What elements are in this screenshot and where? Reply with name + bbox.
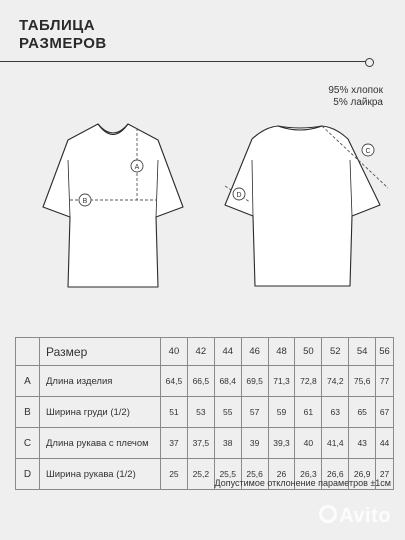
value-cell: 26 <box>268 459 295 490</box>
size-header-cell: 50 <box>295 338 322 366</box>
value-cell: 55 <box>214 397 241 428</box>
value-cell: 77 <box>376 366 394 397</box>
size-header-cell: 52 <box>322 338 349 366</box>
value-cell: 61 <box>295 397 322 428</box>
title-line-2: РАЗМЕРОВ <box>19 35 107 52</box>
marker-b <box>79 194 91 206</box>
value-cell: 27 <box>376 459 394 490</box>
size-table-header-row <box>16 338 394 366</box>
value-cell: 71,3 <box>268 366 295 397</box>
value-cell: 64,5 <box>161 366 188 397</box>
value-cell: 44 <box>376 428 394 459</box>
row-name: Ширина рукава (1/2) <box>40 459 161 490</box>
table-row <box>16 397 394 428</box>
value-cell: 26,6 <box>322 459 349 490</box>
value-cell: 72,8 <box>295 366 322 397</box>
row-letter: B <box>16 397 40 428</box>
value-cell: 25,5 <box>214 459 241 490</box>
table-row <box>16 366 394 397</box>
size-header-cell: 48 <box>268 338 295 366</box>
value-cell: 53 <box>187 397 214 428</box>
size-header-cell: 46 <box>241 338 268 366</box>
value-cell: 37,5 <box>187 428 214 459</box>
value-cell: 38 <box>214 428 241 459</box>
value-cell: 25 <box>161 459 188 490</box>
size-header-cell: 44 <box>214 338 241 366</box>
size-header-cell: 40 <box>161 338 188 366</box>
header-label: Размер <box>40 338 161 366</box>
value-cell: 69,5 <box>241 366 268 397</box>
marker-d-label: D <box>236 192 242 199</box>
marker-b-label: B <box>82 198 88 205</box>
size-header-cell: 42 <box>187 338 214 366</box>
value-cell: 67 <box>376 397 394 428</box>
row-name: Длина изделия <box>40 366 161 397</box>
value-cell: 65 <box>349 397 376 428</box>
row-name: Ширина груди (1/2) <box>40 397 161 428</box>
value-cell: 41,4 <box>322 428 349 459</box>
value-cell: 37 <box>161 428 188 459</box>
watermark <box>319 505 391 528</box>
row-letter: D <box>16 459 40 490</box>
value-cell: 63 <box>322 397 349 428</box>
fabric-line-1: 95% хлопок <box>328 85 383 96</box>
size-header-cell: 56 <box>376 338 394 366</box>
value-cell: 26,9 <box>349 459 376 490</box>
value-cell: 59 <box>268 397 295 428</box>
watermark-logo-icon <box>319 505 337 523</box>
marker-c <box>362 144 374 156</box>
size-header-cell: 54 <box>349 338 376 366</box>
value-cell: 68,4 <box>214 366 241 397</box>
header-letter-cell <box>16 338 40 366</box>
size-table <box>15 337 394 490</box>
marker-c-label: C <box>365 148 371 155</box>
marker-d <box>233 188 245 200</box>
value-cell: 75,6 <box>349 366 376 397</box>
table-row <box>16 428 394 459</box>
row-letter: A <box>16 366 40 397</box>
value-cell: 25,6 <box>241 459 268 490</box>
row-name: Длина рукава с плечом <box>40 428 161 459</box>
fabric-line-2: 5% лайкра <box>333 97 383 108</box>
value-cell: 25,2 <box>187 459 214 490</box>
row-letter: C <box>16 428 40 459</box>
value-cell: 39,3 <box>268 428 295 459</box>
value-cell: 57 <box>241 397 268 428</box>
value-cell: 26,3 <box>295 459 322 490</box>
value-cell: 39 <box>241 428 268 459</box>
title-line-1: ТАБЛИЦА <box>19 17 96 34</box>
value-cell: 40 <box>295 428 322 459</box>
tshirt-back <box>225 126 380 286</box>
value-cell: 43 <box>349 428 376 459</box>
tshirt-front <box>43 124 183 287</box>
marker-a-label: A <box>134 164 140 171</box>
value-cell: 74,2 <box>322 366 349 397</box>
watermark-text: Avito <box>339 505 391 527</box>
value-cell: 51 <box>161 397 188 428</box>
marker-a <box>131 160 143 172</box>
value-cell: 66,5 <box>187 366 214 397</box>
tolerance-note: Допустимое отклонение параметров ±1см <box>214 478 391 488</box>
